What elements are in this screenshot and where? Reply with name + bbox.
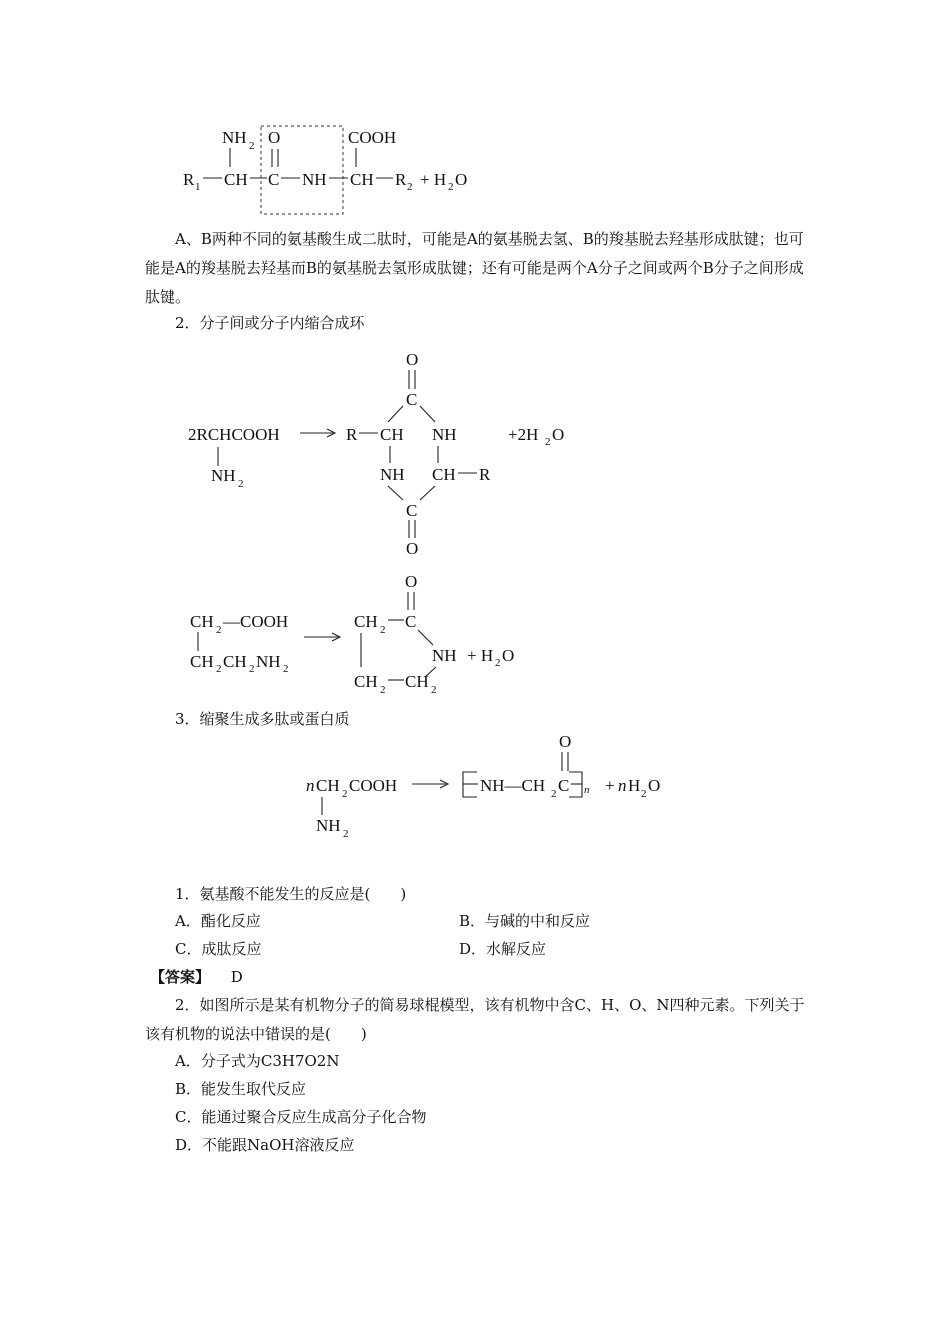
bottom-carbon-label: C <box>406 501 418 520</box>
ring-oxygen-label: O <box>405 572 418 591</box>
ch-left-label: CH <box>224 170 248 189</box>
svg-text:2: 2 <box>342 788 348 800</box>
ring-ch2-bottom-right-label: CH <box>405 672 429 691</box>
svg-text:NH: NH <box>256 652 281 671</box>
r-left-label: R <box>346 425 358 444</box>
svg-text:2: 2 <box>641 788 647 800</box>
ring-ch2-label: CH <box>354 612 378 631</box>
water-label: + H <box>467 646 494 665</box>
carbonyl-carbon-label: C <box>558 776 570 795</box>
dipeptide-formula <box>183 126 467 214</box>
repeat-unit-label: NH—CH <box>480 776 546 795</box>
subscript-1: 1 <box>195 181 201 193</box>
r2-label: R <box>395 170 407 189</box>
question-2-stem: 2．如图所示是某有机物分子的简易球棍模型，该有机物中含C、H、O、N四种元素。下列关于该有机物的说法中错误的是( ) <box>145 996 805 1043</box>
top-oxygen-label: O <box>406 350 419 369</box>
water-oxygen-label: O <box>502 646 515 665</box>
svg-text:2: 2 <box>380 624 386 636</box>
answer-value: D <box>230 968 243 986</box>
lactam-formula <box>190 572 514 696</box>
question-1-option-a: A．酯化反应 <box>175 912 261 930</box>
question-2-option-a: A．分子式为C3H7O2N <box>175 1052 340 1070</box>
question-1-option-b: B．与碱的中和反应 <box>459 912 591 930</box>
water-n: n <box>618 776 627 795</box>
question-2-option-d: D．不能跟NaOH溶液反应 <box>175 1136 355 1154</box>
carbonyl-oxygen-label: O <box>559 732 572 751</box>
svg-text:2: 2 <box>216 624 222 636</box>
water-label: H <box>628 776 641 795</box>
reactant-label: 2RCHCOOH <box>188 425 280 444</box>
question-1-stem: 1．氨基酸不能发生的反应是( ) <box>175 885 407 903</box>
r1-label: R <box>183 170 195 189</box>
svg-text:2: 2 <box>495 657 501 669</box>
ring-ch2-bottom-left-label: CH <box>354 672 378 691</box>
bottom-oxygen-label: O <box>406 539 419 558</box>
svg-text:2: 2 <box>249 663 255 675</box>
cooh-label: COOH <box>348 128 397 147</box>
water-oxygen-label: O <box>552 425 565 444</box>
ch2ch2nh2-label: CH <box>190 652 214 671</box>
svg-text:2: 2 <box>216 663 222 675</box>
question-1-answer <box>150 963 243 992</box>
ch-right-label: CH <box>350 170 374 189</box>
svg-text:2: 2 <box>343 828 349 840</box>
carbonyl-carbon-label: C <box>268 170 280 189</box>
ring-carbon-label: C <box>405 612 417 631</box>
svg-text:2: 2 <box>448 181 454 193</box>
nh-right-label: NH <box>432 425 457 444</box>
svg-text:2: 2 <box>238 478 244 490</box>
r-right-label: R <box>479 465 491 484</box>
reactant-label: CH <box>316 776 340 795</box>
cooh-label: COOH <box>349 776 398 795</box>
n-subscript: n <box>584 784 590 796</box>
water-plus: + <box>605 776 615 795</box>
question-2-option-c: C．能通过聚合反应生成高分子化合物 <box>175 1108 427 1126</box>
n-coefficient: n <box>306 776 315 795</box>
ring-nh-label: NH <box>432 646 457 665</box>
section-heading-2: 2．分子间或分子内缩合成环 <box>175 314 365 332</box>
dipeptide-paragraph: A、B两种不同的氨基酸生成二肽时，可能是A的氨基脱去氢、B的羧基脱去羟基形成肽键；也可能是A的羧基脱去羟基而B的氨基脱去氢形成肽键；还有可能是两个A分子之间或两个B分子之间形成肽键。 <box>145 230 804 306</box>
nh2-label: NH <box>211 466 236 485</box>
answer-label: 【答案】 <box>150 968 211 986</box>
water-label: +2H <box>508 425 539 444</box>
nh-center-label: NH <box>302 170 327 189</box>
oxygen-label: O <box>268 128 281 147</box>
water-oxygen-label: O <box>455 170 468 189</box>
svg-text:2: 2 <box>551 788 557 800</box>
question-1-option-d: D．水解反应 <box>459 940 547 958</box>
ch2-top-label: CH <box>190 612 214 631</box>
cooh-label: —COOH <box>223 612 289 631</box>
svg-text:2: 2 <box>283 663 289 675</box>
top-carbon-label: C <box>406 390 418 409</box>
nh2-label: NH <box>222 128 247 147</box>
nh-left-label: NH <box>380 465 405 484</box>
ch-left-label: CH <box>380 425 404 444</box>
svg-text:2: 2 <box>407 181 413 193</box>
water-oxygen-label: O <box>648 776 661 795</box>
subscript-2: 2 <box>249 140 255 152</box>
svg-text:2: 2 <box>545 436 551 448</box>
ch-right-label: CH <box>432 465 456 484</box>
question-2-option-b: B．能发生取代反应 <box>175 1080 307 1098</box>
molecular-formula: C3H7O2N <box>260 1052 340 1070</box>
svg-text:CH: CH <box>223 652 247 671</box>
nh2-label: NH <box>316 816 341 835</box>
cyclization-formula <box>188 350 564 558</box>
question-1-option-c: C．成肽反应 <box>175 940 262 958</box>
svg-text:2: 2 <box>380 684 386 696</box>
svg-text:2: 2 <box>431 684 437 696</box>
water-label: + H <box>420 170 447 189</box>
polycondensation-formula <box>306 732 660 840</box>
section-heading-3: 3．缩聚生成多肽或蛋白质 <box>175 710 350 728</box>
